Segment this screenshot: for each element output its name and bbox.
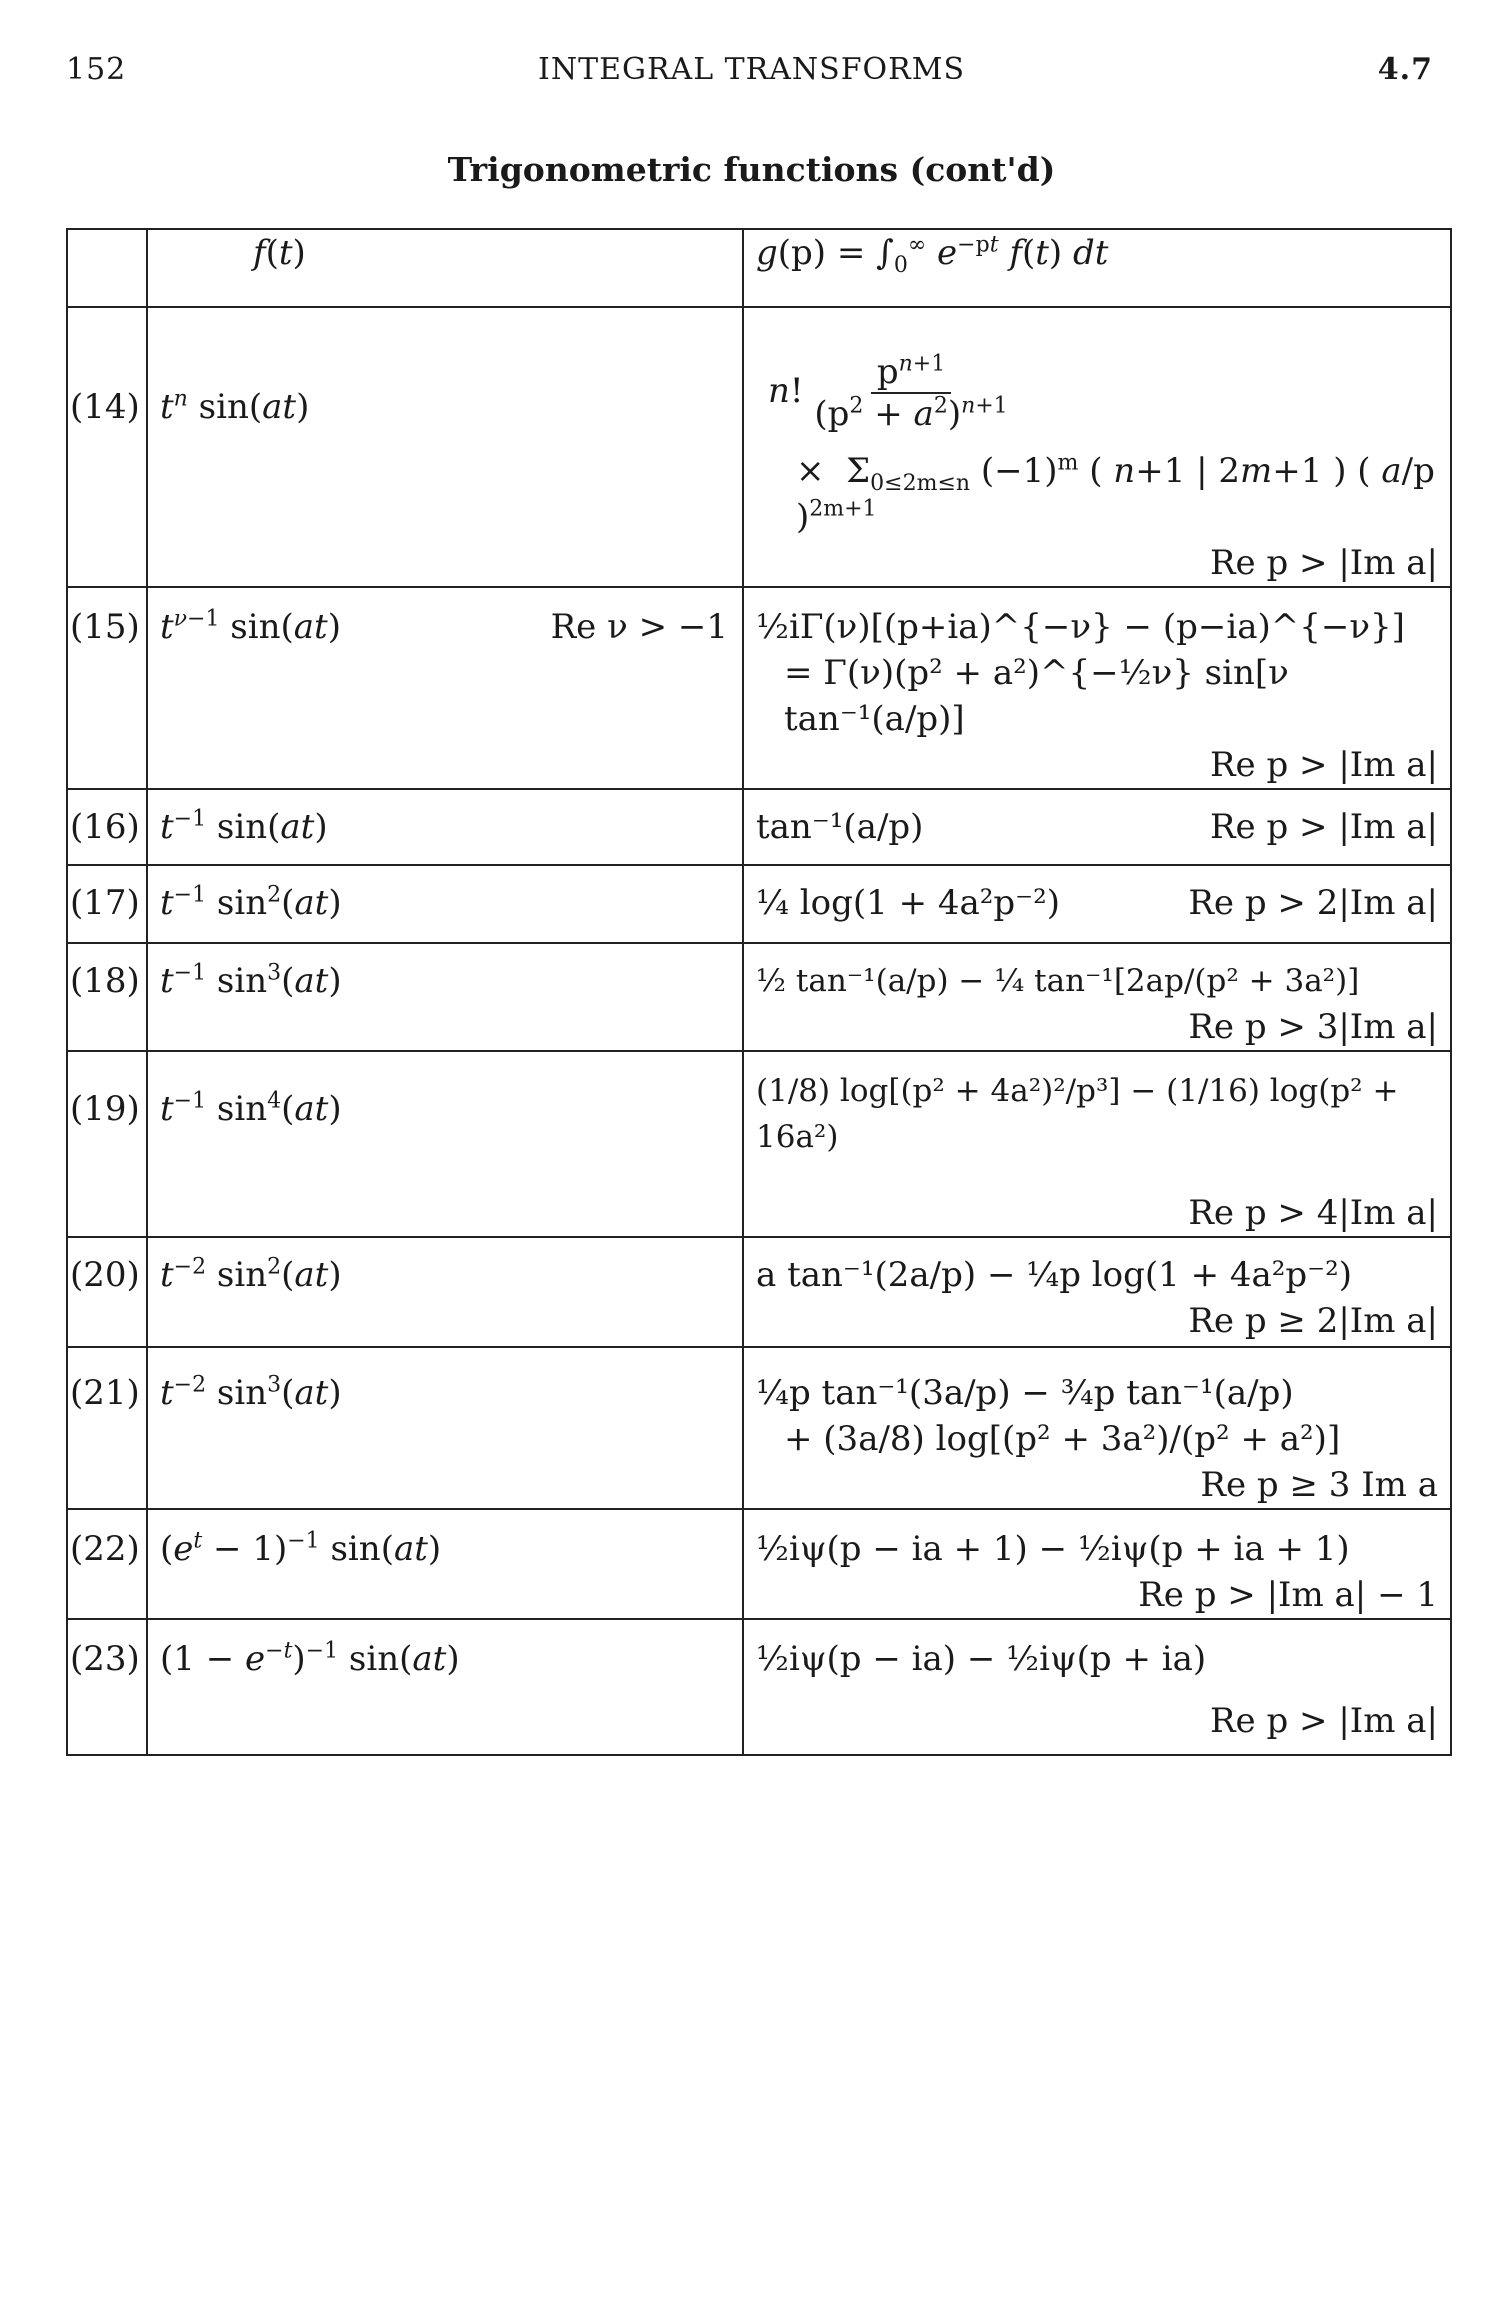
f-expression: $(e^t - 1)^{-1}$ sin(at) [147,1509,743,1619]
g-condition: Re p ≥ 2|Im a| [1188,1301,1438,1341]
row-number: (15) [67,587,147,789]
g-condition: Re p > |Im a| [1209,543,1438,583]
g-expression [743,1619,1451,1755]
table-row [67,587,1451,789]
row-number: (17) [67,865,147,943]
table-row [67,307,1451,587]
g-line: ¼p tan⁻¹(3a/p) − ¾p tan⁻¹(a/p) [756,1373,1294,1413]
f-expression: $t^{-2}$ $\sin^2(at)$ [147,1237,743,1347]
g-line: ½ tan⁻¹(a/p) − ¼ tan⁻¹[2ap/(p² + 3a²)] [756,963,1360,999]
g-line: = Γ(ν)(p² + a²)^{−½ν} sin[ν tan⁻¹(a/p)] [784,653,1289,739]
transform-table [66,228,1452,1756]
row-number: (21) [67,1347,147,1509]
row-number: (18) [67,943,147,1051]
f-expression: $t^{-1}$ $\sin^4(at)$ [147,1051,743,1237]
g-condition: Re p > |Im a| [1209,1701,1438,1741]
row-number: (16) [67,789,147,865]
table-row [67,865,1451,943]
row-number: (22) [67,1509,147,1619]
g-condition: Re p > 4|Im a| [1188,1193,1438,1233]
g-expression [743,943,1451,1051]
table-header-row [67,229,1451,307]
row-number: (14) [67,307,147,587]
g-expression: n! $\frac{p^{n+1}}{(p^2 + a^2)^{n+1}}$ × $\Sigma_{0\le 2m\le n}$ $(-1)^m$ ( n+1 | 2m+1 ) ( a/p )$^{2m+1}$ Re p > |Im a| [743,307,1451,587]
g-expression [743,587,1451,789]
page-number: 152 [66,52,127,87]
row-number: (19) [67,1051,147,1237]
g-line: ½iψ(p − ia) − ½iψ(p + ia) [756,1639,1207,1679]
g-column-header: $g(p) = \int_0^\infty$ $e^{-pt}$ f(t) dt [743,229,1451,307]
row-number: (20) [67,1237,147,1347]
g-condition: Re p > |Im a| [1209,745,1438,785]
g-line: (1/8) log[(p² + 4a²)²/p³] − (1/16) log(p² + 16a²) [756,1073,1399,1155]
g-line: ½iΓ(ν)[(p+ia)^{−ν} − (p−ia)^{−ν}] [756,607,1405,647]
section-number: 4.7 [1377,52,1433,87]
g-expression [743,1051,1451,1237]
table-row [67,1619,1451,1755]
table-row [67,943,1451,1051]
page-title: Trigonometric functions (cont'd) [447,150,1056,189]
g-condition: Re p > |Im a| [1209,807,1438,847]
table-row [67,1347,1451,1509]
f-expression: $t^{\nu-1}$ sin(at) Re ν > −1 [147,587,743,789]
f-expression: $t^{-1}$ $\sin^2(at)$ [147,865,743,943]
table-row [67,1237,1451,1347]
table-row [67,1509,1451,1619]
g-expression [743,1509,1451,1619]
g-condition: Re p ≥ 3 Im a [1200,1465,1438,1505]
g-expression: ¼ log(1 + 4a²p⁻²) Re p > 2|Im a| [743,865,1451,943]
f-column-header: f(t) [147,229,743,307]
g-expression [743,1347,1451,1509]
f-expression: $t^{-1}$ sin(at) [147,789,743,865]
table-row [67,789,1451,865]
f-expression: $(1 - e^{-t})^{-1}$ sin(at) [147,1619,743,1755]
g-line: a tan⁻¹(2a/p) − ¼p log(1 + 4a²p⁻²) [756,1255,1353,1295]
number-column-header [67,229,147,307]
row-number: (23) [67,1619,147,1755]
table-row [67,1051,1451,1237]
f-condition: Re ν > −1 [550,607,728,647]
running-title: INTEGRAL TRANSFORMS [537,52,966,87]
g-condition: Re p > 3|Im a| [1188,1007,1438,1047]
g-condition: Re p > |Im a| − 1 [1138,1575,1438,1615]
g-line: + (3a/8) log[(p² + 3a²)/(p² + a²)] [784,1419,1341,1459]
g-condition: Re p > 2|Im a| [1188,883,1438,923]
g-expression: tan⁻¹(a/p) Re p > |Im a| [743,789,1451,865]
f-expression: $t^{-2}$ $\sin^3(at)$ [147,1347,743,1509]
g-expression [743,1237,1451,1347]
g-line: ½iψ(p − ia + 1) − ½iψ(p + ia + 1) [756,1529,1350,1569]
f-expression: $t^n$ sin(at) [147,307,743,587]
f-expression: $t^{-1}$ $\sin^3(at)$ [147,943,743,1051]
